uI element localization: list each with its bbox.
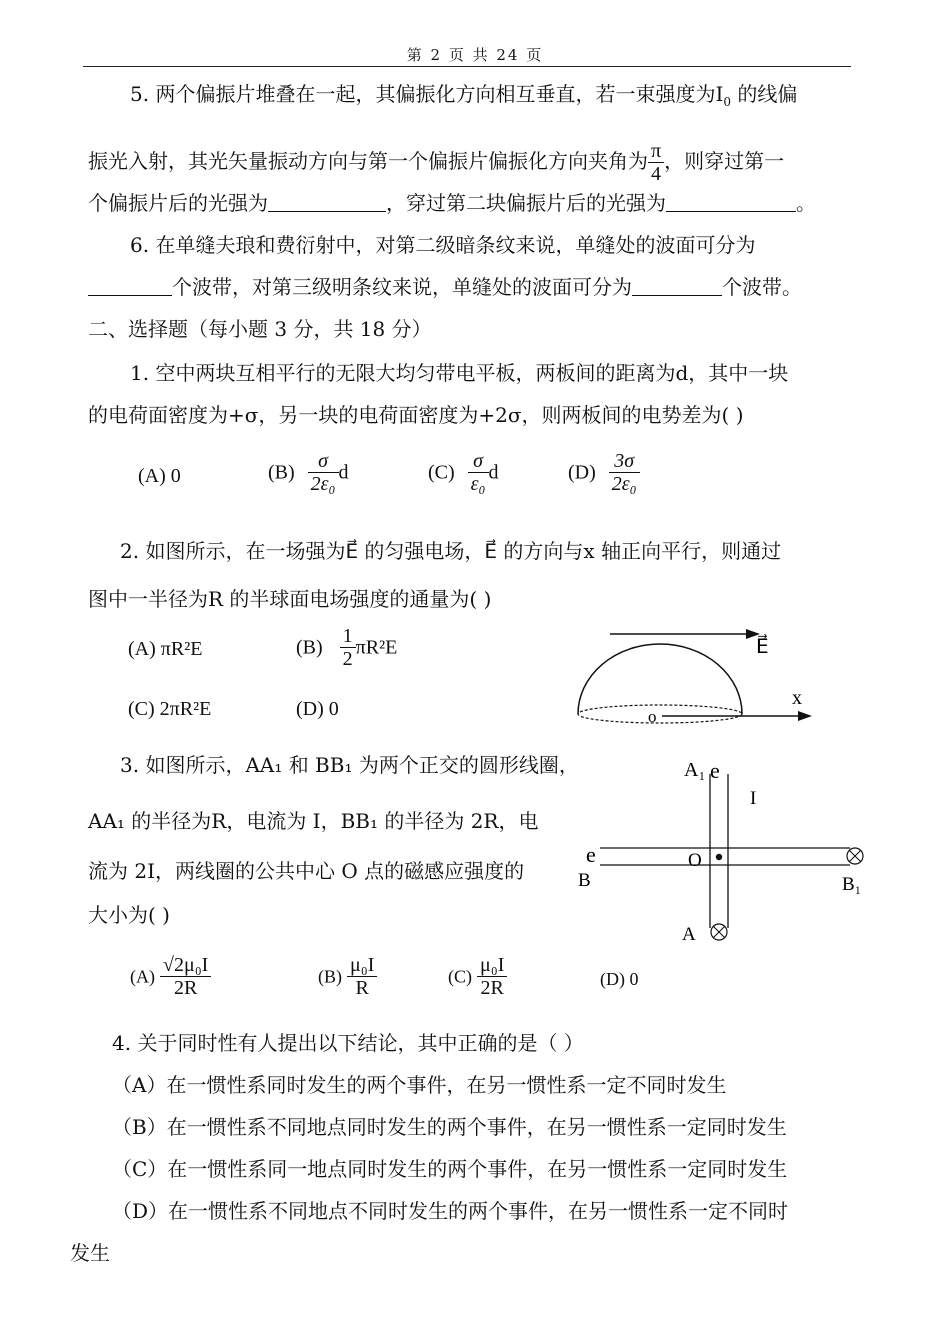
mc3-line4: 大小为( ) (88, 903, 170, 927)
center-o-dot (716, 854, 722, 860)
mc3-option-a[interactable]: (A) $\frac{\text{√2μ₀I}}{2R}$ (130, 954, 211, 999)
q5-sub: 0 (723, 95, 731, 109)
q5-text-2b: ，则穿过第一 (664, 149, 785, 173)
mc2-option-d[interactable]: (D) 0 (296, 698, 339, 720)
mc1-option-a[interactable]: (A) 0 (138, 465, 181, 487)
mc3-option-d[interactable]: (D) 0 (600, 969, 639, 989)
hemisphere-outline (578, 644, 742, 714)
page-header: 第 2 页 共 24 页 (406, 46, 544, 64)
mc1-option-d[interactable]: (D) $\frac{3\sigma}{\text{2ε₀}}$ (568, 450, 640, 495)
q6-line1: 6. 在单缝夫琅和费衍射中，对第二级暗条纹来说，单缝处的波面可分为 (130, 233, 756, 257)
label-b1: B₁ (842, 874, 862, 895)
q6-line2 (88, 274, 802, 300)
mc2-option-b[interactable]: (B) $\frac{1}{2}$ πR²E (296, 625, 398, 670)
q5-text-2a: 振光入射，其光矢量振动方向与第一个偏振片偏振化方向夹角为 (88, 149, 648, 173)
mc4-option-b[interactable]: （B）在一惯性系不同地点同时发生的两个事件，在另一惯性系一定同时发生 (112, 1115, 787, 1139)
mc1-option-b[interactable]: (B) $\frac{\sigma}{\text{2ε₀}}$ d (268, 450, 349, 495)
label-e-left: e (586, 842, 596, 867)
section-2-title: 二、选择题（每小题 3 分，共 18 分） (88, 317, 432, 341)
mc3-option-c[interactable]: (C) $\frac{\text{μ₀I}}{2R}$ (448, 954, 507, 999)
q5-text-3c: 。 (796, 191, 816, 215)
mc3-option-b[interactable]: (B) $\frac{\text{μ₀I}}{R}$ (318, 954, 377, 999)
mc4-option-d-continued: 发生 (70, 1241, 110, 1265)
coils-figure (580, 752, 880, 944)
label-i: I (750, 788, 757, 809)
mc2-line1: 2. 如图所示，在一场强为E⃗ 的匀强电场，E⃗ 的方向与x 轴正向平行，则通过 (120, 539, 782, 563)
q5-text-1: 5. 两个偏振片堆叠在一起，其偏振化方向相互垂直，若一束强度为I (130, 82, 724, 106)
mc4-stem: 4. 关于同时性有人提出以下结论，其中正确的是（ ） (112, 1031, 584, 1055)
q5-line3 (88, 190, 816, 216)
mc1-line2: 的电荷面密度为+σ，另一块的电荷面密度为+2σ，则两板间的电势差为( ) (88, 403, 744, 427)
q5-line2 (88, 140, 784, 185)
mc3-line1: 3. 如图所示，AA₁ 和 BB₁ 为两个正交的圆形线圈， (120, 753, 579, 777)
label-e-top: e (710, 758, 720, 783)
mc3-line2: AA₁ 的半径为R，电流为 I，BB₁ 的半径为 2R，电 (88, 809, 539, 833)
label-b: B (578, 870, 591, 891)
q5-blank-2[interactable] (666, 193, 796, 212)
hemisphere-base (578, 705, 742, 723)
label-a: A (682, 924, 696, 945)
q5-text-3a: 个偏振片后的光强为 (88, 191, 268, 215)
field-label: E⃗ (756, 636, 769, 658)
q6-text-2b: 个波带。 (722, 275, 802, 299)
q5-blank-1[interactable] (268, 193, 386, 212)
mc4-option-c[interactable]: （C）在一惯性系同一地点同时发生的两个事件，在另一惯性系一定同时发生 (112, 1157, 788, 1181)
mc2-option-a[interactable]: (A) πR²E (128, 638, 203, 660)
mc1-line1: 1. 空中两块互相平行的无限大均匀带电平板，两板间的距离为d，其中一块 (130, 361, 789, 385)
q5-text-3b: ，穿过第二块偏振片后的光强为 (386, 191, 666, 215)
q5-text-1-end: 的线偏 (737, 82, 798, 106)
x-axis-label: x (792, 687, 802, 709)
label-a1: A₁ (684, 759, 706, 781)
header-rule (83, 66, 851, 67)
q6-blank-2[interactable] (632, 277, 722, 296)
q6-blank-1[interactable] (88, 277, 172, 296)
q5-line1 (130, 81, 797, 115)
origin-label: o (648, 707, 657, 726)
mc4-option-d[interactable]: （D）在一惯性系不同地点不同时发生的两个事件，在另一惯性系一定不同时 (112, 1199, 789, 1223)
q6-text-2a: 个波带，对第三级明条纹来说，单缝处的波面可分为 (172, 275, 632, 299)
x-axis-arrowhead (798, 711, 812, 721)
mc3-line3: 流为 2I，两线圈的公共中心 O 点的磁感应强度的 (88, 859, 525, 883)
label-o: O (688, 850, 702, 871)
q5-fraction: $\frac{\pi}{4}$ (648, 140, 664, 185)
mc2-option-c[interactable]: (C) 2πR²E (128, 698, 212, 720)
mc4-option-a[interactable]: （A）在一惯性系同时发生的两个事件，在另一惯性系一定不同时发生 (112, 1073, 727, 1097)
hemisphere-figure (570, 618, 830, 734)
mc1-option-c[interactable]: (C) $\frac{\sigma}{\text{ε₀}}$ d (428, 450, 499, 495)
mc2-line2: 图中一半径为R 的半球面电场强度的通量为( ) (88, 587, 492, 611)
